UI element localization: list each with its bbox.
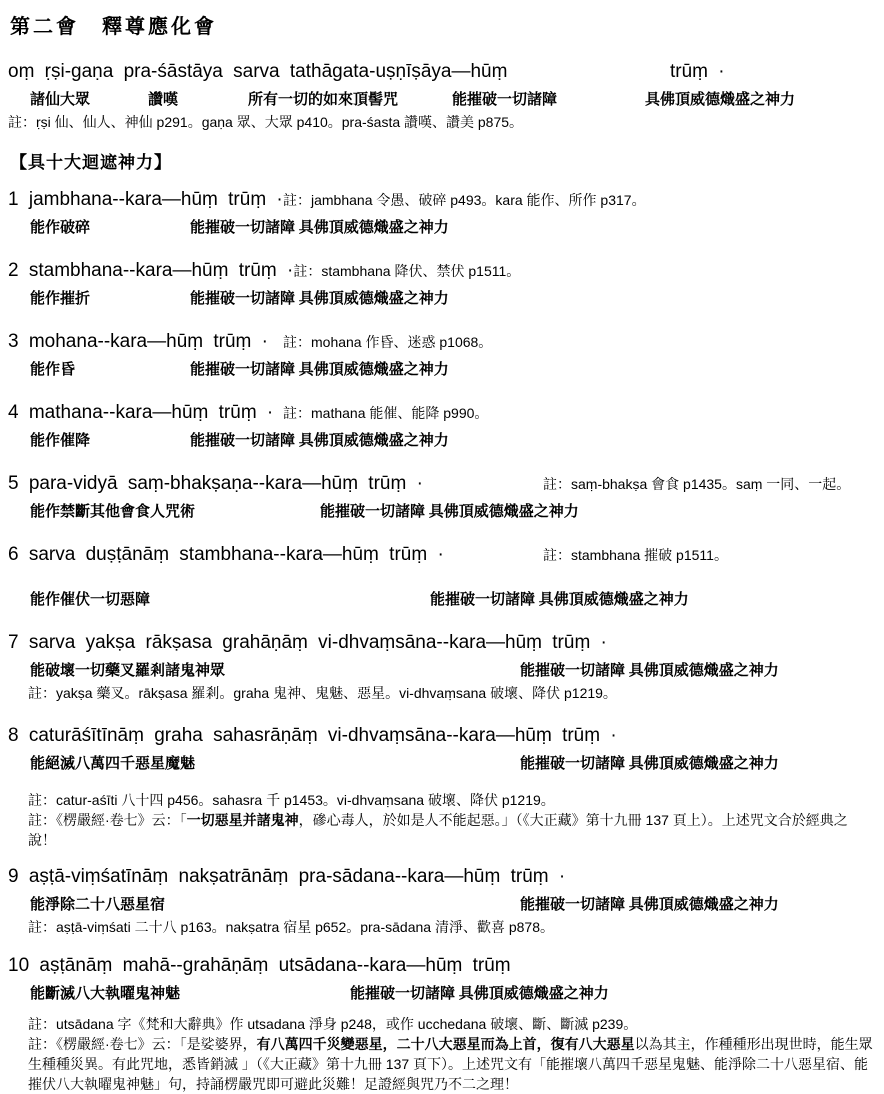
dictionary-note: 註：catur-aśīti 八十四 p456。sahasra 千 p1453。vi-dhvaṃsana 破壞、降伏 p1219。: [28, 792, 555, 808]
gloss-left: 能斷滅八大執曜鬼神魅: [30, 986, 181, 1002]
sanskrit-line: [8, 864, 874, 890]
gloss-right: 能摧破一切諸障 具佛頂威德熾盛之神力: [190, 433, 449, 449]
sanskrit-text: 6 sarva duṣṭānāṃ stambhana--kara—hūṃ trūṃ ·: [8, 544, 444, 565]
gloss-segment: 所有一切的如來頂髻咒: [248, 92, 399, 108]
mantra-item-7: [8, 630, 874, 703]
gloss-segment: 讚嘆: [148, 92, 179, 108]
sanskrit-text: 3 mohana--kara—hūṃ trūṃ ·: [8, 331, 268, 352]
gloss-right: 能摧破一切諸障 具佛頂威德熾盛之神力: [430, 592, 689, 608]
gloss-line: [30, 358, 874, 382]
opening-sanskrit-line: [8, 59, 874, 85]
gloss-right: 能摧破一切諸障 具佛頂威德熾盛之神力: [350, 986, 609, 1002]
sanskrit-text: 4 mathana--kara—hūṃ trūṃ ·: [8, 402, 274, 423]
gloss-right: 能摧破一切諸障 具佛頂威德熾盛之神力: [320, 504, 579, 520]
dictionary-note: 註：utsādana 字《梵和大辭典》作 utsadana 淨身 p248，或作 ucchedana 破壞、斷、斷滅 p239。: [28, 1016, 638, 1032]
mantra-item-1: [8, 187, 874, 240]
gloss-right: 能摧破一切諸障 具佛頂威德熾盛之神力: [190, 291, 449, 307]
mantra-item-3: [8, 329, 874, 382]
quote-bold-segment: 一切惡星并諸鬼神: [186, 812, 299, 828]
gloss-right: 能摧破一切諸障 具佛頂威德熾盛之神力: [520, 756, 779, 772]
inline-note: 註：saṃ-bhakṣa 會食 p1435。saṃ 一同、一起。: [543, 476, 851, 492]
dictionary-note: 註：yakṣa 藥叉。rākṣasa 羅剎。graha 鬼神、鬼魅、惡星。vi-dhvaṃsana 破壞、降伏 p1219。: [28, 685, 617, 701]
inline-note: 註：mohana 作昏、迷惑 p1068。: [283, 334, 493, 350]
gloss-left: 能作催降: [30, 433, 91, 449]
sanskrit-line: [8, 723, 874, 749]
gloss-segment: 能摧破一切諸障: [452, 92, 558, 108]
sanskrit-line: [8, 953, 874, 979]
gloss-line: [30, 429, 874, 453]
sanskrit-text: 1 jambhana--kara—hūṃ trūṃ ·: [8, 189, 283, 210]
sanskrit-line: [8, 258, 874, 284]
opening-sanskrit-tail: trūṃ ·: [670, 61, 725, 82]
sanskrit-text: 5 para-vidyā saṃ-bhakṣaṇa--kara—hūṃ trūṃ ·: [8, 473, 423, 494]
page-title: 第二會 釋尊應化會: [10, 16, 217, 38]
opening-mantra-block: [8, 59, 874, 132]
quote-suffix: ，磣心毒人，於如是人不能起惡。」（《大正藏》第十九冊 137 頁上）。上述咒文合於經典之說！: [28, 812, 848, 848]
sanskrit-line: [8, 329, 874, 355]
gloss-right: 能摧破一切諸障 具佛頂威德熾盛之神力: [520, 897, 779, 913]
quote-prefix: 註：《楞嚴經·卷七》云：「: [28, 812, 187, 828]
dictionary-note: 註：aṣṭā-viṃśati 二十八 p163。nakṣatra 宿星 p652。pra-sādana 清淨、歡喜 p878。: [28, 919, 554, 935]
gloss-left: 能作破碎: [30, 220, 91, 236]
gloss-line: [30, 500, 874, 524]
mantra-item-10: [8, 953, 874, 1094]
mantra-item-6: [8, 542, 874, 612]
sanskrit-text: 7 sarva yakṣa rākṣasa grahāṇāṃ vi-dhvaṃsāna--kara—hūṃ trūṃ ·: [8, 632, 607, 653]
gloss-left: 能作催伏一切惡障: [30, 592, 151, 608]
gloss-left: 能絕滅八萬四千惡星魔魅: [30, 756, 196, 772]
sanskrit-text: 9 aṣṭā-viṃśatīnāṃ nakṣatrānāṃ pra-sādana--kara—hūṃ trūṃ ·: [8, 866, 566, 887]
quote-suffix: 以為其主，作種種形出現世時，能生眾生種種災異。有此咒地，悉皆銷滅 」（《大正藏》第十九冊 137 頁下）。上述咒文有「能摧壞八萬四千惡星鬼魅、能淨除二十八惡星宿、能摧伏八大執曜鬼神魅」句，持誦楞嚴咒即可避此災難！足證經與咒乃不二之理！: [28, 1036, 873, 1092]
sutra-quote-note: [28, 810, 874, 850]
mantra-item-4: [8, 400, 874, 453]
sanskrit-line: [8, 471, 874, 497]
inline-note: 註：stambhana 降伏、禁伏 p1511。: [293, 263, 521, 279]
sanskrit-line: [8, 187, 874, 213]
gloss-right: 能摧破一切諸障 具佛頂威德熾盛之神力: [190, 362, 449, 378]
gloss-line: [30, 216, 874, 240]
quote-prefix: 註：《楞嚴經·卷七》云：「是娑婆界，: [28, 1036, 257, 1052]
quote-bold-segment: 有八萬四千災變惡星，二十八大惡星而為上首，復有八大惡星: [256, 1036, 635, 1052]
opening-gloss-line: [30, 88, 874, 112]
sanskrit-text: 10 aṣṭānāṃ mahā--grahāṇāṃ utsādana--kara—hūṃ trūṃ: [8, 955, 511, 976]
gloss-left: 能破壞一切藥叉羅剎諸鬼神眾: [30, 663, 226, 679]
sanskrit-line: [8, 400, 874, 426]
inline-note: 註：jambhana 令愚、破碎 p493。kara 能作、所作 p317。: [283, 192, 646, 208]
mantra-item-2: [8, 258, 874, 311]
sutra-quote-note: [28, 1034, 874, 1094]
mantra-item-9: [8, 864, 874, 937]
sanskrit-line: [8, 542, 874, 568]
section-heading: 【具十大迴遮神力】: [10, 153, 172, 172]
gloss-segment: 具佛頂威德熾盛之神力: [645, 92, 796, 108]
sanskrit-text: 2 stambhana--kara—hūṃ trūṃ ·: [8, 260, 294, 281]
gloss-left: 能淨除二十八惡星宿: [30, 897, 166, 913]
gloss-line: [30, 752, 874, 776]
gloss-segment: 諸仙大眾: [30, 92, 91, 108]
sanskrit-text: 8 caturāśītīnāṃ graha sahasrāṇāṃ vi-dhvaṃsāna--kara—hūṃ trūṃ ·: [8, 725, 617, 746]
inline-note: 註：stambhana 摧破 p1511。: [543, 547, 728, 563]
mantra-item-8: [8, 723, 874, 850]
mantra-item-5: [8, 471, 874, 524]
gloss-left: 能作摧折: [30, 291, 91, 307]
gloss-line: [30, 659, 874, 683]
gloss-line: [30, 893, 874, 917]
gloss-line: [30, 982, 874, 1006]
gloss-right: 能摧破一切諸障 具佛頂威德熾盛之神力: [520, 663, 779, 679]
opening-sanskrit-main: oṃ ṛṣi-gaṇa pra-śāstāya sarva tathāgata-uṣṇīṣāya—hūṃ: [8, 61, 508, 82]
gloss-line: [30, 287, 874, 311]
opening-note: 註：ṛṣi 仙、仙人、神仙 p291。gaṇa 眾、大眾 p410。pra-śasta 讚嘆、讚美 p875。: [8, 114, 524, 130]
gloss-right: 能摧破一切諸障 具佛頂威德熾盛之神力: [190, 220, 449, 236]
gloss-line: [30, 588, 874, 612]
inline-note: 註：mathana 能催、能降 p990。: [283, 405, 489, 421]
gloss-left: 能作昏: [30, 362, 76, 378]
sanskrit-line: [8, 630, 874, 656]
gloss-left: 能作禁斷其他會食人咒術: [30, 504, 196, 520]
